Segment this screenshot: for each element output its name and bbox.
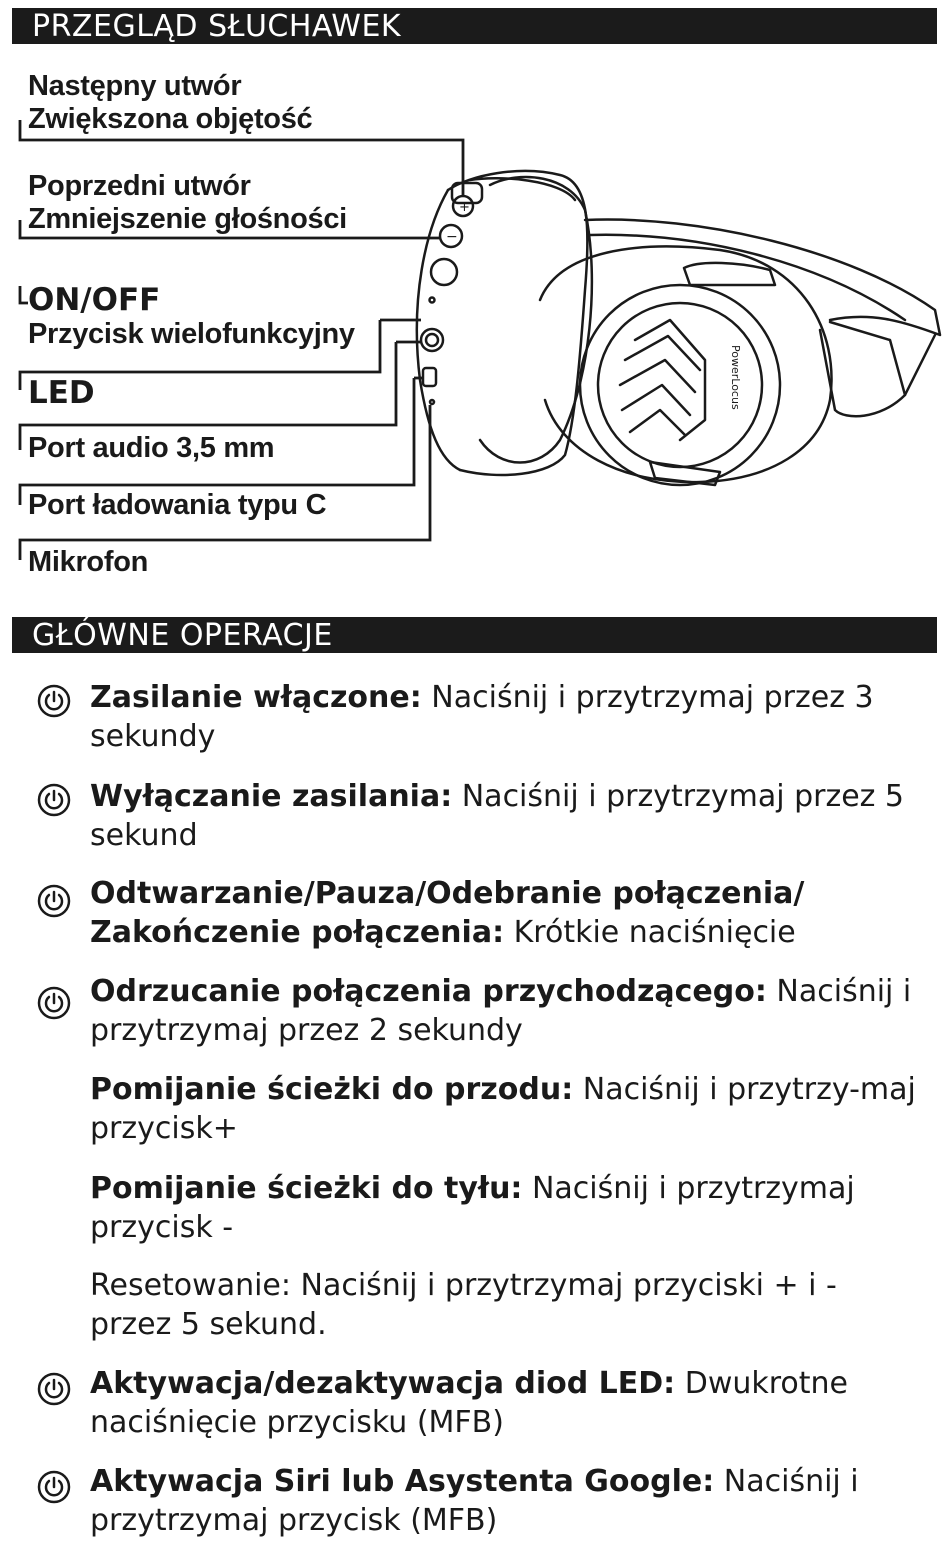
- operation-item-led: [90, 1364, 922, 1442]
- label-microphone: Mikrofon: [28, 546, 149, 578]
- operation-item-label: Odrzucanie połączenia przychodzącego:: [90, 974, 767, 1009]
- operation-item-label: Wyłączanie zasilania:: [90, 779, 453, 814]
- label-charging-port: Port ładowania typu C: [28, 489, 327, 521]
- label-led: LED: [28, 375, 95, 411]
- operation-item-text: Krótkie naciśnięcie: [504, 915, 796, 950]
- operation-item-text: Dwukrotne naciśnięcie przycisku (MFB): [90, 1366, 849, 1440]
- operation-item-skip-back: [90, 1169, 922, 1247]
- operation-item-label: Pomijanie ścieżki do tyłu:: [90, 1171, 523, 1206]
- power-icon: [37, 684, 71, 718]
- operation-item-text: Naciśnij i przytrzymaj przycisk -: [90, 1171, 855, 1245]
- operations-section-header: [12, 617, 937, 653]
- label-audio-port: Port audio 3,5 mm: [28, 432, 275, 464]
- overview-title: PRZEGLĄD SŁUCHAWEK: [32, 9, 402, 44]
- label-multifunction: Przycisk wielofunkcyjny: [28, 318, 355, 350]
- svg-text:+: +: [459, 200, 470, 215]
- label-prev-track: Poprzedni utwór: [28, 170, 251, 202]
- label-next-track: Następny utwór: [28, 70, 242, 102]
- power-icon: [37, 884, 71, 918]
- svg-text:−: −: [446, 229, 458, 245]
- label-on-off: ON/OFF: [28, 282, 161, 318]
- power-icon: [37, 986, 71, 1020]
- operation-item-power-off: [90, 777, 922, 855]
- power-icon: [37, 783, 71, 817]
- operation-item-label: Aktywacja/dezaktywacja diod LED:: [90, 1366, 676, 1401]
- operation-item-label: Pomijanie ścieżki do przodu:: [90, 1072, 574, 1107]
- operation-item-text: Naciśnij i przytrzymaj przycisk (MFB): [90, 1464, 859, 1538]
- operation-item-text: Naciśnij i przytrzy-maj przycisk+: [90, 1072, 916, 1146]
- operation-item-text: Naciśnij i przytrzymaj przez 3 sekundy: [90, 680, 874, 754]
- power-icon: [37, 1470, 71, 1504]
- operation-item-text: Naciśnij i przytrzymaj przez 2 sekundy: [90, 974, 912, 1048]
- brand-text: PowerLocus: [729, 345, 742, 410]
- operation-item-assistant: [90, 1462, 922, 1540]
- operations-title: GŁÓWNE OPERACJE: [32, 618, 333, 653]
- operation-item-skip-forward: [90, 1070, 922, 1148]
- operation-item-label: Aktywacja Siri lub Asystenta Google:: [90, 1464, 715, 1499]
- operation-item-power-on: [90, 678, 922, 756]
- operation-item-label: Odtwarzanie/Pauza/Odebranie połączenia/ Zakończenie połączenia:: [90, 876, 805, 950]
- operation-item-reset: [90, 1266, 922, 1344]
- label-volume-down: Zmniejszenie głośności: [28, 203, 347, 235]
- power-icon: [37, 1372, 71, 1406]
- operation-item-label: Zasilanie włączone:: [90, 680, 422, 715]
- operation-item-text: Resetowanie: Naciśnij i przytrzymaj przyciski + i - przez 5 sekund.: [90, 1268, 837, 1342]
- operation-item-play-pause: [90, 874, 922, 952]
- operation-item-reject-call: [90, 972, 922, 1050]
- label-volume-up: Zwiększona objętość: [28, 103, 313, 135]
- operation-item-text: Naciśnij i przytrzymaj przez 5 sekund: [90, 779, 905, 853]
